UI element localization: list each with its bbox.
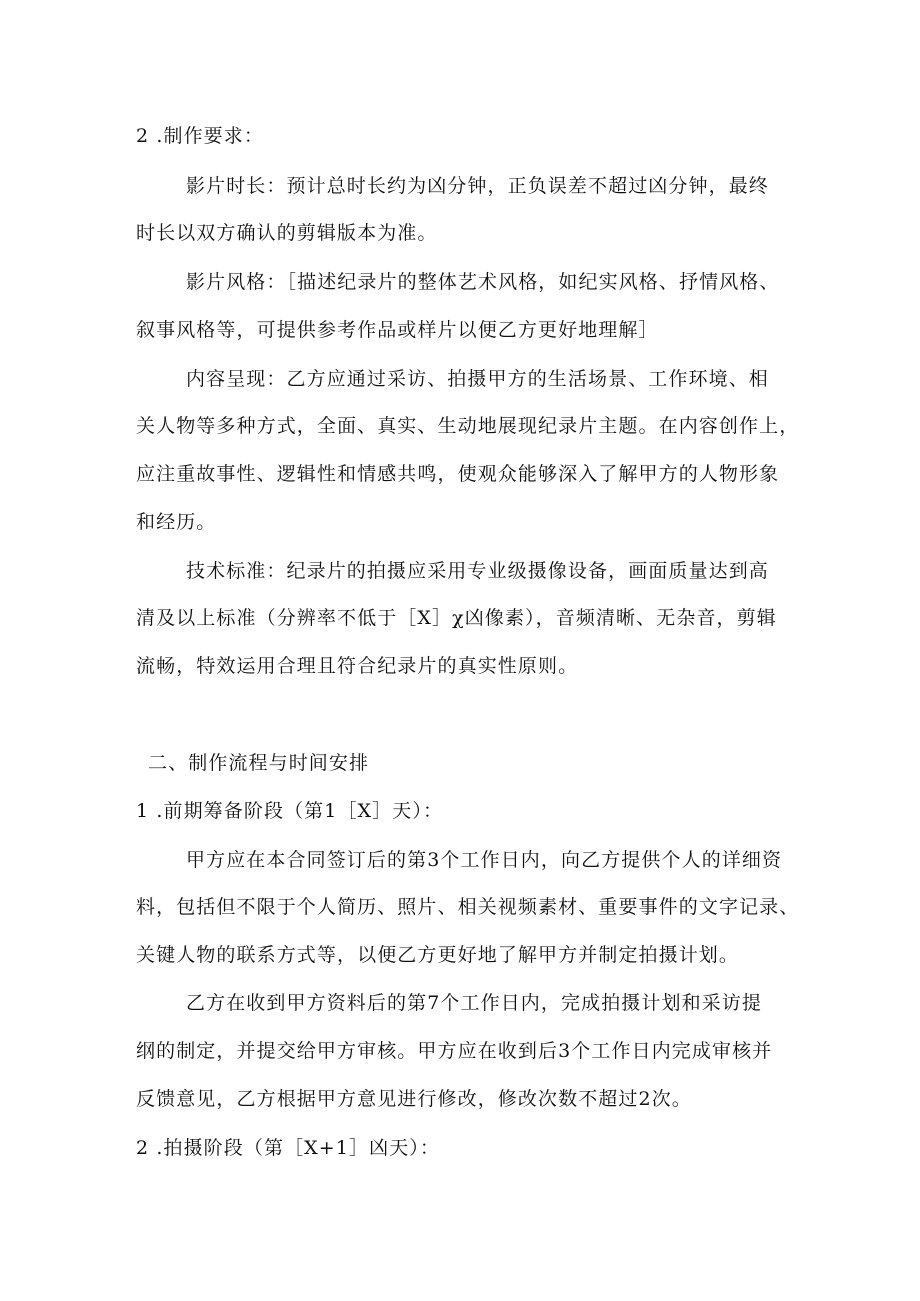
paragraph-line: 反馈意见，乙方根据甲方意见进行修改，修改次数不超过2次。 — [136, 1088, 692, 1110]
paragraph-line: 甲方应在本合同签订后的第3个工作日内，向乙方提供个人的详细资 — [186, 849, 783, 871]
paragraph-line: 内容呈现：乙方应通过采访、拍摄甲方的生活场景、工作环境、相 — [186, 368, 769, 390]
paragraph-line: 料，包括但不限于个人简历、照片、相关视频素材、重要事件的文字记录、 — [136, 896, 800, 918]
paragraph-line: 纲的制定，并提交给甲方审核。甲方应在收到后3个工作日内完成审核并 — [136, 1040, 773, 1062]
paragraph-line: 时长以双方确认的剪辑版本为准。 — [136, 222, 438, 244]
paragraph-line: 流畅，特效运用合理且符合纪录片的真实性原则。 — [136, 655, 579, 677]
paragraph-line: 关人物等多种方式，全面、真实、生动地展现纪录片主题。在内容创作上， — [136, 415, 800, 437]
paragraph-line: 清及以上标准（分辨率不低于［X］χ凶像素），音频清晰、无杂音，剪辑 — [136, 607, 777, 629]
section-heading-process-schedule: 二、制作流程与时间安排 — [148, 752, 370, 774]
heading-shooting-stage: 2 .拍摄阶段（第［X+1］凶天）： — [136, 1137, 441, 1159]
paragraph-line: 影片风格：［描述纪录片的整体艺术风格，如纪实风格、抒情风格、 — [186, 271, 780, 293]
paragraph-line: 叙事风格等，可提供参考作品或样片以便乙方更好地理解］ — [136, 319, 659, 341]
paragraph-line: 乙方在收到甲方资料后的第7个工作日内，完成拍摄计划和采访提 — [186, 992, 762, 1014]
heading-production-requirements: 2 .制作要求： — [136, 125, 264, 147]
paragraph-line: 应注重故事性、逻辑性和情感共鸣，使观众能够深入了解甲方的人物形象 — [136, 463, 780, 485]
paragraph-line: 技术标准：纪录片的拍摄应采用专业级摄像设备，画面质量达到高 — [186, 560, 769, 582]
paragraph-line: 影片时长：预计总时长约为凶分钟，正负误差不超过凶分钟，最终 — [186, 175, 769, 197]
paragraph-line: 和经历。 — [136, 511, 217, 533]
paragraph-line: 关键人物的联系方式等，以便乙方更好地了解甲方并制定拍摄计划。 — [136, 944, 740, 966]
heading-preparation-stage: 1 .前期筹备阶段（第1［X］天）： — [136, 800, 444, 822]
